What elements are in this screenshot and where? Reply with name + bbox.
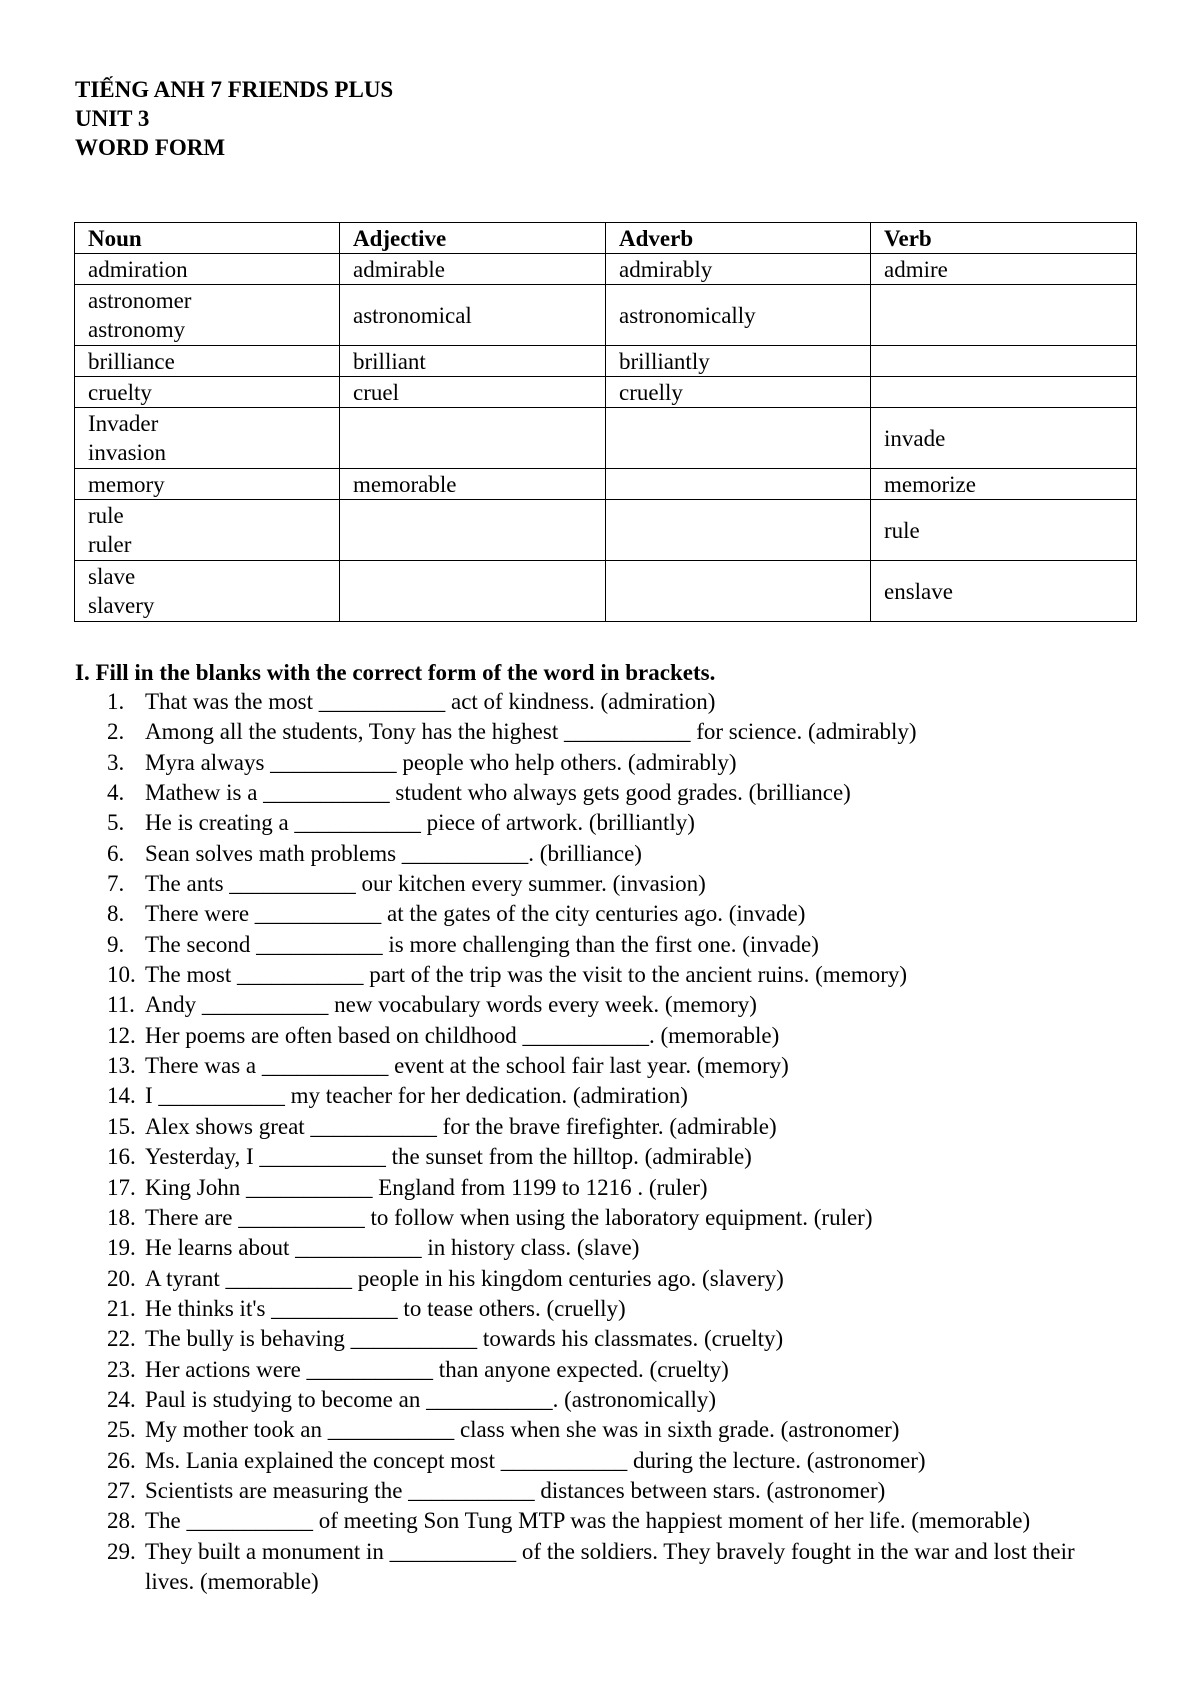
question-number: 17.	[107, 1174, 136, 1200]
question-text: There was a ___________ event at the school fair last year. (memory)	[145, 1053, 789, 1079]
question-number: 11.	[107, 992, 135, 1018]
word-form-table-body	[75, 254, 1137, 622]
question-number: 18.	[107, 1204, 136, 1230]
cell-adjective	[340, 561, 606, 622]
question-list	[107, 687, 1125, 1597]
exercise-instruction: I. Fill in the blanks with the correct form of the word in brackets.	[75, 660, 716, 685]
question-text: The bully is behaving ___________ towards his classmates. (cruelty)	[145, 1326, 784, 1352]
question-item	[107, 1264, 1125, 1294]
question-item	[107, 1142, 1125, 1172]
question-item	[107, 1415, 1125, 1445]
course-title: TIẾNG ANH 7 FRIENDS PLUS	[75, 77, 394, 102]
cell-adverb	[606, 469, 871, 500]
cell-adjective: brilliant	[340, 346, 606, 377]
table-row	[75, 254, 1137, 285]
table-row	[75, 500, 1137, 561]
question-item	[107, 1355, 1125, 1385]
cell-verb: admire	[871, 254, 1137, 285]
question-text: He thinks it's ___________ to tease others. (cruelly)	[145, 1295, 626, 1321]
cell-verb	[871, 377, 1137, 408]
question-text: He learns about ___________ in history class. (slave)	[145, 1235, 640, 1261]
cell-adverb: admirably	[606, 254, 871, 285]
question-text: My mother took an ___________ class when she was in sixth grade. (astronomer)	[145, 1417, 900, 1443]
question-text: Alex shows great ___________ for the brave firefighter. (admirable)	[145, 1113, 777, 1139]
cell-noun	[75, 346, 340, 377]
question-text: Yesterday, I ___________ the sunset from the hilltop. (admirable)	[145, 1144, 752, 1170]
question-number: 10.	[107, 962, 136, 988]
cell-verb: rule	[871, 500, 1137, 561]
question-text: King John ___________ England from 1199 to 1216 . (ruler)	[145, 1174, 708, 1200]
cell-noun	[75, 561, 340, 622]
column-header-verb: Verb	[871, 223, 1137, 254]
question-number: 16.	[107, 1144, 136, 1170]
noun-word: slave	[88, 564, 136, 589]
question-item	[107, 1446, 1125, 1476]
question-item	[107, 839, 1125, 869]
question-number: 20.	[107, 1265, 136, 1291]
question-text: There are ___________ to follow when using the laboratory equipment. (ruler)	[145, 1204, 873, 1230]
table-header-row	[75, 223, 1137, 254]
question-number: 19.	[107, 1235, 136, 1261]
worksheet-header	[75, 75, 393, 162]
question-number: 22.	[107, 1326, 136, 1352]
question-item	[107, 1051, 1125, 1081]
question-text: Among all the students, Tony has the highest ___________ for science. (admirably)	[145, 719, 917, 745]
question-number: 9.	[107, 931, 125, 957]
question-text: They built a monument in ___________ of the soldiers. They bravely fought in the war and lost their lives. (memorable)	[145, 1538, 1075, 1594]
question-item	[107, 808, 1125, 838]
cell-adjective: astronomical	[340, 285, 606, 346]
cell-adverb	[606, 500, 871, 561]
question-item	[107, 930, 1125, 960]
table-row	[75, 377, 1137, 408]
noun-word: admiration	[88, 256, 188, 282]
cell-noun	[75, 408, 340, 469]
section-title: WORD FORM	[75, 135, 226, 160]
question-item	[107, 1537, 1125, 1598]
question-item	[107, 1081, 1125, 1111]
question-number: 25.	[107, 1417, 136, 1443]
question-number: 5.	[107, 810, 125, 836]
noun-word: cruelty	[88, 379, 152, 405]
table-row	[75, 285, 1137, 346]
table-row	[75, 408, 1137, 469]
question-item	[107, 1476, 1125, 1506]
question-item	[107, 1173, 1125, 1203]
question-number: 1.	[107, 689, 125, 714]
question-number: 2.	[107, 719, 125, 745]
cell-noun	[75, 500, 340, 561]
cell-verb	[871, 346, 1137, 377]
noun-word: Invader	[88, 411, 159, 436]
question-item	[107, 1506, 1125, 1536]
noun-word: astronomy	[88, 317, 186, 342]
noun-word: brilliance	[88, 348, 175, 374]
question-text: There were ___________ at the gates of the city centuries ago. (invade)	[145, 901, 806, 927]
question-item	[107, 1324, 1125, 1354]
cell-noun	[75, 285, 340, 346]
question-text: A tyrant ___________ people in his kingdom centuries ago. (slavery)	[145, 1265, 784, 1291]
cell-adjective: memorable	[340, 469, 606, 500]
cell-adverb: cruelly	[606, 377, 871, 408]
question-text: The ___________ of meeting Son Tung MTP was the happiest moment of her life. (memorable)	[145, 1508, 1031, 1534]
unit-title: UNIT 3	[75, 106, 150, 131]
cell-adjective: admirable	[340, 254, 606, 285]
question-item	[107, 869, 1125, 899]
noun-word: invasion	[88, 440, 166, 465]
question-number: 12.	[107, 1022, 136, 1048]
column-header-noun: Noun	[75, 223, 340, 254]
cell-adjective	[340, 408, 606, 469]
question-item	[107, 1233, 1125, 1263]
column-header-adverb: Adverb	[606, 223, 871, 254]
question-text: He is creating a ___________ piece of artwork. (brilliantly)	[145, 810, 695, 836]
question-text: Scientists are measuring the ___________ distances between stars. (astronomer)	[145, 1477, 886, 1503]
question-item	[107, 687, 1125, 717]
noun-word: rule	[88, 503, 124, 528]
question-number: 21.	[107, 1295, 136, 1321]
question-number: 13.	[107, 1053, 136, 1079]
question-text: Her actions were ___________ than anyone expected. (cruelty)	[145, 1356, 729, 1382]
question-number: 6.	[107, 840, 125, 866]
question-text: Sean solves math problems ___________. (brilliance)	[145, 840, 642, 866]
question-item	[107, 717, 1125, 747]
question-item	[107, 990, 1125, 1020]
cell-verb: invade	[871, 408, 1137, 469]
question-text: Her poems are often based on childhood ___________. (memorable)	[145, 1022, 780, 1048]
cell-adverb: astronomically	[606, 285, 871, 346]
question-number: 15.	[107, 1113, 136, 1139]
question-text: Ms. Lania explained the concept most ___________ during the lecture. (astronomer)	[145, 1447, 926, 1473]
question-text: Myra always ___________ people who help others. (admirably)	[145, 749, 737, 775]
cell-noun	[75, 469, 340, 500]
table-row	[75, 346, 1137, 377]
question-number: 29.	[107, 1538, 136, 1564]
question-text: Mathew is a ___________ student who always gets good grades. (brilliance)	[145, 780, 851, 806]
question-number: 26.	[107, 1447, 136, 1473]
question-item	[107, 1112, 1125, 1142]
cell-verb	[871, 285, 1137, 346]
table-row	[75, 469, 1137, 500]
cell-verb: memorize	[871, 469, 1137, 500]
cell-adverb: brilliantly	[606, 346, 871, 377]
question-number: 24.	[107, 1386, 136, 1412]
noun-word: slavery	[88, 593, 155, 618]
question-text: The ants ___________ our kitchen every summer. (invasion)	[145, 871, 706, 897]
question-number: 3.	[107, 749, 125, 775]
cell-adverb	[606, 561, 871, 622]
noun-word: memory	[88, 471, 165, 497]
cell-adjective	[340, 500, 606, 561]
question-item	[107, 1021, 1125, 1051]
question-number: 7.	[107, 871, 125, 897]
question-text: Paul is studying to become an ___________. (astronomically)	[145, 1386, 717, 1412]
question-item	[107, 1385, 1125, 1415]
cell-adjective: cruel	[340, 377, 606, 408]
question-number: 4.	[107, 780, 125, 806]
question-text: The second ___________ is more challenging than the first one. (invade)	[145, 931, 819, 957]
question-item	[107, 960, 1125, 990]
column-header-adjective: Adjective	[340, 223, 606, 254]
question-text: That was the most ___________ act of kindness. (admiration)	[145, 689, 716, 714]
question-item	[107, 748, 1125, 778]
cell-verb: enslave	[871, 561, 1137, 622]
question-number: 23.	[107, 1356, 136, 1382]
word-form-table	[74, 222, 1137, 622]
question-text: Andy ___________ new vocabulary words every week. (memory)	[145, 992, 757, 1018]
question-item	[107, 899, 1125, 929]
question-item	[107, 1294, 1125, 1324]
noun-word: ruler	[88, 532, 132, 557]
cell-noun	[75, 377, 340, 408]
question-number: 28.	[107, 1508, 136, 1534]
question-text: The most ___________ part of the trip was the visit to the ancient ruins. (memory)	[145, 962, 908, 988]
table-row	[75, 561, 1137, 622]
cell-noun	[75, 254, 340, 285]
noun-word: astronomer	[88, 288, 192, 313]
question-number: 8.	[107, 901, 125, 927]
question-text: I ___________ my teacher for her dedication. (admiration)	[145, 1083, 688, 1109]
question-number: 27.	[107, 1477, 136, 1503]
question-item	[107, 1203, 1125, 1233]
cell-adverb	[606, 408, 871, 469]
question-item	[107, 778, 1125, 808]
question-number: 14.	[107, 1083, 136, 1109]
